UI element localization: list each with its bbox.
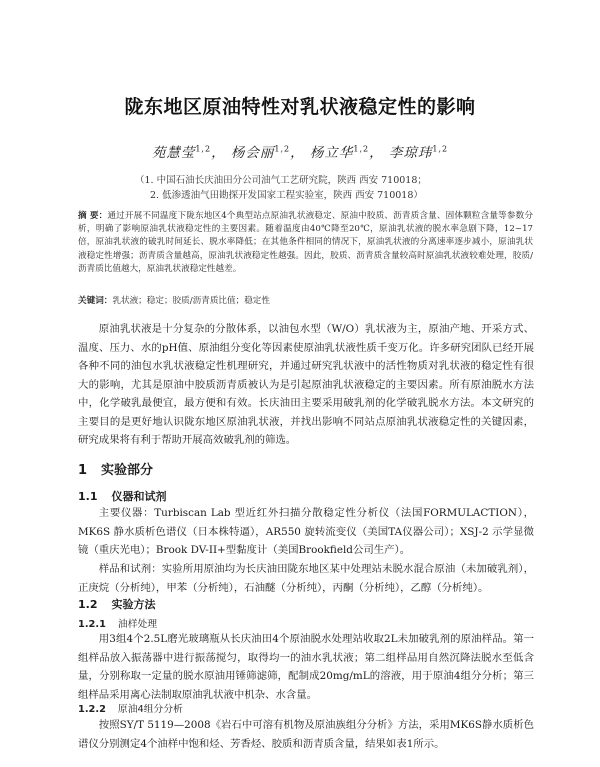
subsubsection-number: 1.2.1	[78, 619, 106, 630]
abstract-label: 摘 要：	[78, 211, 108, 221]
author-separator: ，	[369, 145, 384, 161]
subsubsection-number: 1.2.2	[78, 704, 106, 715]
keywords	[78, 294, 533, 306]
instruments-block	[78, 504, 534, 560]
author-name: 杨会丽	[230, 145, 275, 161]
keywords-label: 关键词：	[78, 296, 113, 306]
subsubsection-title: 原油4组分分析	[117, 704, 183, 715]
samples-paragraph: 样品和试剂：实验所用原油均为长庆油田陇东地区某中处理站未脱水混合原油（未加破乳剂），正庚烷（分析纯），甲苯（分析纯），石油醚（分析纯），丙酮（分析纯），乙醇（分析纯）。	[78, 563, 534, 594]
abstract-text: 通过开展不同温度下陇东地区4个典型站点原油乳状液稳定、原油中胶质、沥青质含量、固体颗粒含量等参数分析，明确了影响原油乳状液稳定性的主要因素。随着温度由40℃降至20℃，原油乳状液的脱水率急剧下降，12~17倍，原油乳状液的破乳时间延长、脱水率降低；在其他条件相同的情况下，原油乳状液的分离速率逐步减小，原油乳状液稳定性增强；沥青质含量越高，原油乳状液稳定性越强。因此，胶质、沥青质含量较高时原油乳状液较难处理，胶质/沥青质比值越大，原油乳状液稳定性越差。	[78, 211, 533, 274]
subsection-number: 1.1	[78, 490, 98, 503]
subsection-heading	[78, 596, 156, 612]
author-affiliation-mark: 1,2	[274, 144, 291, 154]
method1-paragraph: 用3组4个2.5L磨光玻璃瓶从长庆油田4个原油脱水处理站收取2L未加破乳剂的原油样品。第一组样品放入振荡器中进行振荡搅匀，取得均一的油水乳状液；第二组样品用自然沉降法脱水至低含量，分别称取一定量的脱水原油用锤筛滤筛，配制成20mg/mL的溶液，用于原油4组分分析；第三组样品采用离心法制取原油乳状液中机杂、水含量。	[78, 633, 534, 701]
abstract	[78, 210, 533, 276]
subsection-number: 1.2	[78, 598, 98, 611]
subsection-heading	[78, 488, 167, 504]
subsubsection-title: 油样处理	[117, 619, 158, 630]
affiliation-line: （1. 中国石油长庆油田分公司油气工艺研究院，陕西 西安 710018；	[135, 175, 427, 186]
method1-block	[78, 630, 534, 704]
author-name: 李琼玮	[388, 145, 433, 161]
intro-paragraph: 原油乳状液是十分复杂的分散体系，以油包水型（W/O）乳状液为主，原油产地、开采方式、温度、压力、水的pH值、原油组分变化等因素使原油乳状液性质千变万化。许多研究团队已经开展各种不同的油包水乳状液稳定性机理研究，并通过研究乳状液中的活性物质对乳状液的稳定性有很大的影响，尤其是原油中胶质沥青质被认为是引起原油乳状液稳定的主要因素。所有原油脱水方法中，化学破乳最便宜，最方便和有效。长庆油田主要采用破乳剂的化学破乳脱水方法。本文研究的主要目的是更好地认识陇东地区原油乳状液，并找出影响不同站点原油乳状液稳定性的关键因素，研究成果将有利于帮助开展高效破乳剂的筛选。	[78, 323, 534, 446]
subsubsection-heading	[78, 616, 157, 630]
author-affiliation-mark: 1,2	[432, 144, 449, 154]
subsection-title: 仪器和试剂	[111, 490, 167, 503]
section-title: 实验部分	[101, 463, 154, 478]
author-separator: ，	[211, 145, 226, 161]
subsection-title: 实验方法	[111, 598, 156, 611]
author-separator: ，	[290, 145, 305, 161]
section-heading	[78, 459, 153, 478]
section-number: 1	[78, 463, 88, 478]
author-list	[0, 141, 600, 161]
author-name: 杨立华	[309, 145, 354, 161]
method2-block	[78, 716, 534, 753]
instruments-paragraph: 主要仪器：Turbiscan Lab 型近红外扫描分散稳定性分析仪（法国FORMULACTION），MK6S 静水质析色谱仪（日本株特逼），AR550 旋转流变仪（美国TA仪器公司）；XSJ-2 示学显微镜（重庆光电）；Brook DV-II+型黏度计（美国Brookfield公司生产）。	[78, 507, 534, 556]
affiliation-line: 2. 低渗透油气田勘探开发国家工程实验室，陕西 西安 710018）	[150, 190, 423, 201]
samples-block	[78, 560, 534, 597]
author-affiliation-mark: 1,2	[195, 144, 212, 154]
keywords-text: 乳状液；稳定；胶质/沥青质比值；稳定性	[112, 296, 270, 306]
method2-paragraph: 按照SY/T 5119—2008《岩石中可溶有机物及原油族组分分析》方法，采用MK6S静水质析色谱仪分别测定4个油样中饱和烃、芳香烃、胶质和沥青质含量，结果如表1所示。	[78, 719, 534, 750]
subsubsection-heading	[78, 701, 183, 715]
intro-section	[78, 320, 534, 450]
paper-title: 陇东地区原油特性对乳状液稳定性的影响	[124, 96, 476, 118]
author-name: 苑慧莹	[151, 145, 196, 161]
author-affiliation-mark: 1,2	[353, 144, 370, 154]
